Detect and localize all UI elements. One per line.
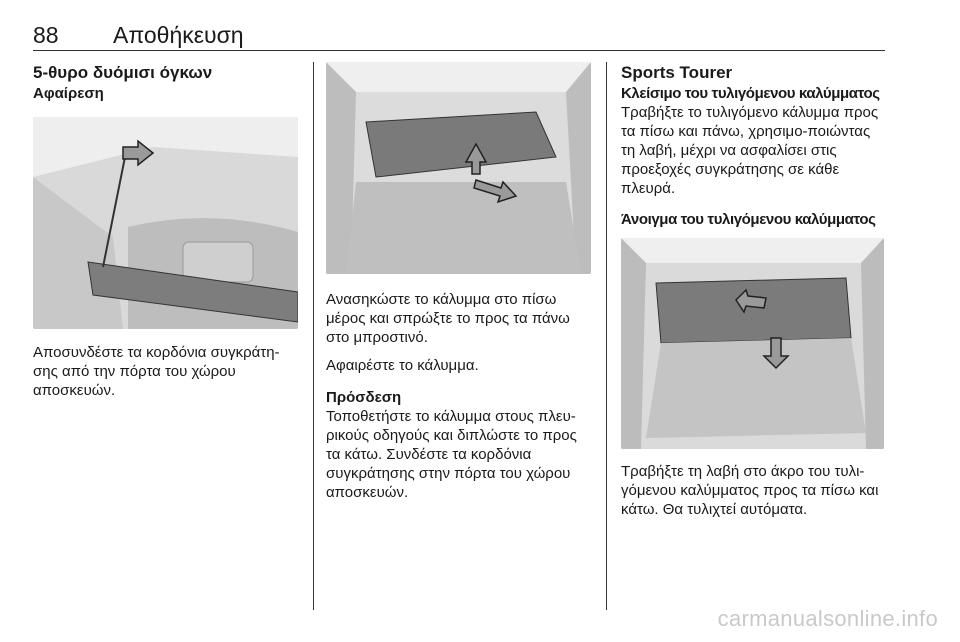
section-title: 5-θυρο δυόμισι όγκων xyxy=(33,63,213,82)
install-text: Τοποθετήστε το κάλυμμα στους πλευ-ρικούς οδηγούς και διπλώστε το προς τα κάτω. Συνδέστε τα κορδόνια συγκράτησης στην πόρτα του χώρου αποσκευών. xyxy=(326,408,577,501)
subsection-title: Αφαίρεση xyxy=(33,85,104,102)
install-title: Πρόσδεση xyxy=(326,389,402,406)
illustration-lift-cover xyxy=(326,62,591,274)
page-number: 88 xyxy=(33,22,59,48)
column-divider xyxy=(313,62,314,610)
illustration-open-cover xyxy=(621,238,884,449)
close-cover-title: Κλείσιμο του τυλιγόμενου καλύμματος xyxy=(621,85,880,102)
page-header xyxy=(33,22,885,48)
chapter-title: Αποθήκευση xyxy=(113,22,244,48)
instruction-lift-cover: Ανασηκώστε το κάλυμμα στο πίσω μέρος και σπρώξτε το προς τα πάνω στο μπροστινό. xyxy=(326,291,570,346)
column-3 xyxy=(621,62,887,519)
column-divider xyxy=(606,62,607,610)
close-cover-text: Τραβήξτε το τυλιγόμενο κάλυμμα προς τα πίσω και πάνω, χρησιμο-ποιώντας τη λαβή, μέχρι να ασφαλίσει στις προεξοχές συγκράτησης σε κάθε πλευρά. xyxy=(621,104,879,197)
column-1 xyxy=(33,62,301,400)
watermark: carmanualsonline.info xyxy=(717,606,938,631)
header-rule xyxy=(33,50,885,51)
column-2 xyxy=(326,62,594,502)
caption-remove-cords: Αποσυνδέστε τα κορδόνια συγκράτη-σης από την πόρτα του χώρου αποσκευών. xyxy=(33,344,280,399)
open-cover-text: Τραβήξτε τη λαβή στο άκρο του τυλι-γόμενου καλύμματος προς τα πίσω και κάτω. Θα τυλιχτεί αυτόματα. xyxy=(621,463,879,518)
section-title-sports-tourer: Sports Tourer xyxy=(621,63,733,82)
illustration-remove-cords xyxy=(33,117,298,329)
instruction-remove-cover: Αφαιρέστε το κάλυμμα. xyxy=(326,357,479,374)
open-cover-title: Άνοιγμα του τυλιγόμενου καλύμματος xyxy=(621,211,876,228)
